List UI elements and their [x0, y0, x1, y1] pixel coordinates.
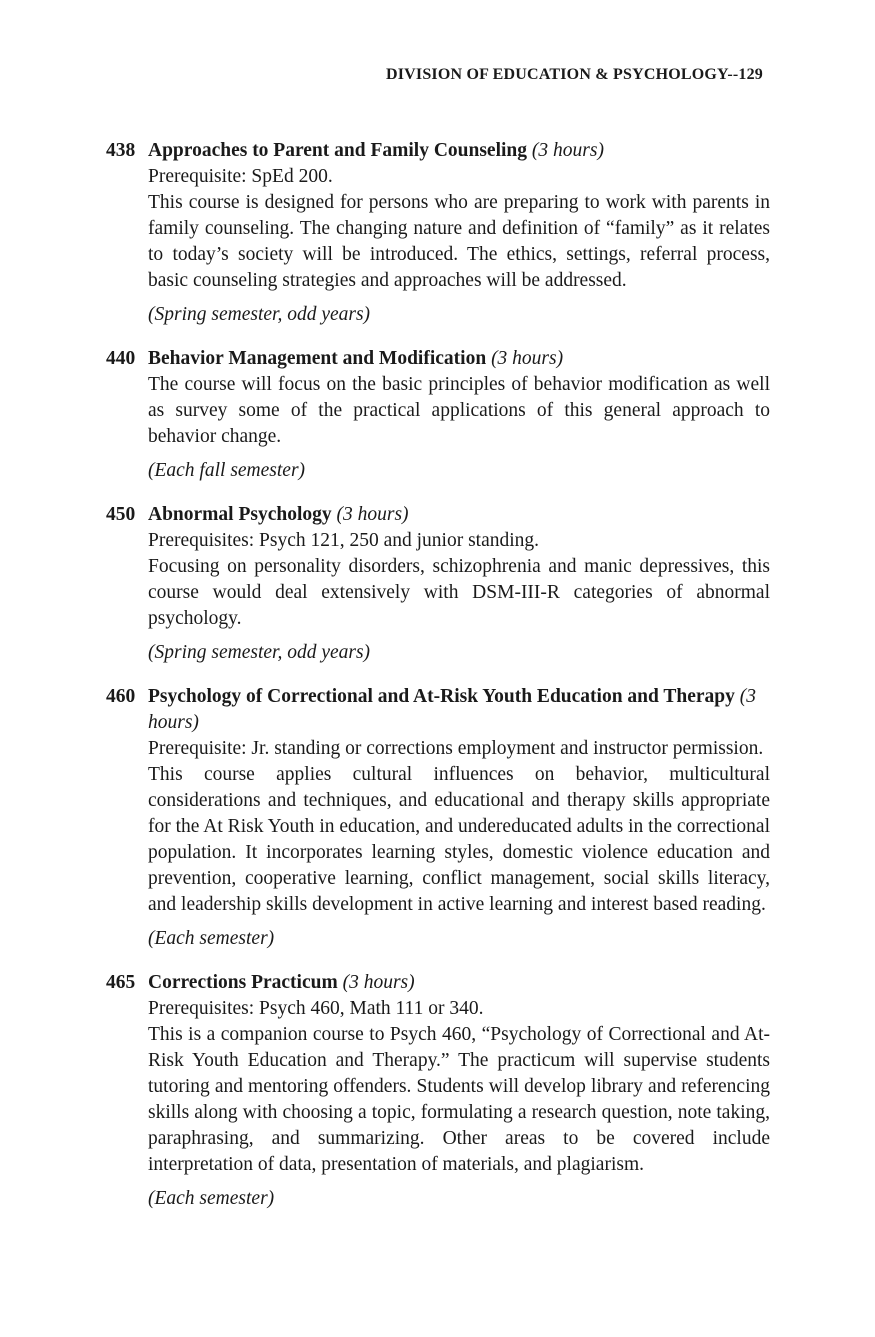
course-offered: (Spring semester, odd years) [148, 642, 371, 663]
course-hours: (3 hours) [531, 140, 604, 161]
course-heading [148, 502, 770, 528]
course-heading [148, 138, 770, 164]
course-number: 440 [106, 348, 136, 369]
course-offered: (Spring semester, odd years) [148, 304, 371, 325]
course-entry-460 [106, 684, 770, 952]
course-list [106, 138, 770, 1230]
course-description: The course will focus on the basic principles of behavior modification as well as survey some of the practical applications of this general approach to behavior change. [148, 374, 770, 447]
course-title: Corrections Practicum [148, 972, 338, 993]
course-heading [148, 970, 770, 996]
course-offered: (Each semester) [148, 928, 275, 949]
course-title: Approaches to Parent and Family Counseling [148, 140, 528, 161]
course-description: Focusing on personality disorders, schizophrenia and manic depressives, this course would deal extensively with DSM-III-R categories of abnormal psychology. [148, 556, 770, 629]
course-offered: (Each semester) [148, 1188, 275, 1209]
course-description: This course applies cultural influences on behavior, multicultural considerations and techniques, and educational and therapy skills appropriate for the At Risk Youth in education, and undereducated adults in the correctional population. It incorporates learning styles, domestic violence education and prevention, cooperative learning, conflict management, social skills literacy, and leadership skills development in active learning and interest based reading. [148, 764, 770, 915]
course-title: Psychology of Correctional and At-Risk Youth Education and Therapy [148, 686, 735, 707]
course-offered: (Each fall semester) [148, 460, 306, 481]
course-hours: (3 hours) [148, 686, 757, 733]
course-title: Behavior Management and Modification [148, 348, 487, 369]
running-head: DIVISION OF EDUCATION & PSYCHOLOGY--129 [385, 66, 763, 83]
course-hours: (3 hours) [491, 348, 564, 369]
course-heading [148, 346, 770, 372]
course-number: 460 [106, 686, 136, 707]
course-heading [148, 684, 770, 736]
course-number: 465 [106, 972, 136, 993]
course-number: 438 [106, 140, 136, 161]
course-hours: (3 hours) [342, 972, 415, 993]
course-description: This is a companion course to Psych 460, “Psychology of Correctional and At-Risk Youth Education and Therapy.” The practicum will supervise students tutoring and mentoring offenders. Students will develop library and referencing skills along with choosing a topic, formulating a research question, note taking, paraphrasing, and summarizing. Other areas to be covered include interpretation of data, presentation of materials, and plagiarism. [148, 1024, 770, 1175]
course-title: Abnormal Psychology [148, 504, 332, 525]
course-prerequisite: Prerequisite: SpEd 200. [148, 166, 333, 187]
course-number: 450 [106, 504, 136, 525]
course-hours: (3 hours) [336, 504, 409, 525]
course-entry-438 [106, 138, 770, 328]
course-entry-450 [106, 502, 770, 666]
course-prerequisite: Prerequisite: Jr. standing or corrections employment and instructor permission. [148, 738, 764, 759]
course-description: This course is designed for persons who are preparing to work with parents in family counseling. The changing nature and definition of “family” as it relates to today’s society will be introduced. The ethics, settings, referral process, basic counseling strategies and approaches will be addressed. [148, 192, 770, 291]
course-prerequisite: Prerequisites: Psych 460, Math 111 or 340. [148, 998, 484, 1019]
course-prerequisite: Prerequisites: Psych 121, 250 and junior standing. [148, 530, 540, 551]
course-entry-465 [106, 970, 770, 1212]
course-entry-440 [106, 346, 770, 484]
